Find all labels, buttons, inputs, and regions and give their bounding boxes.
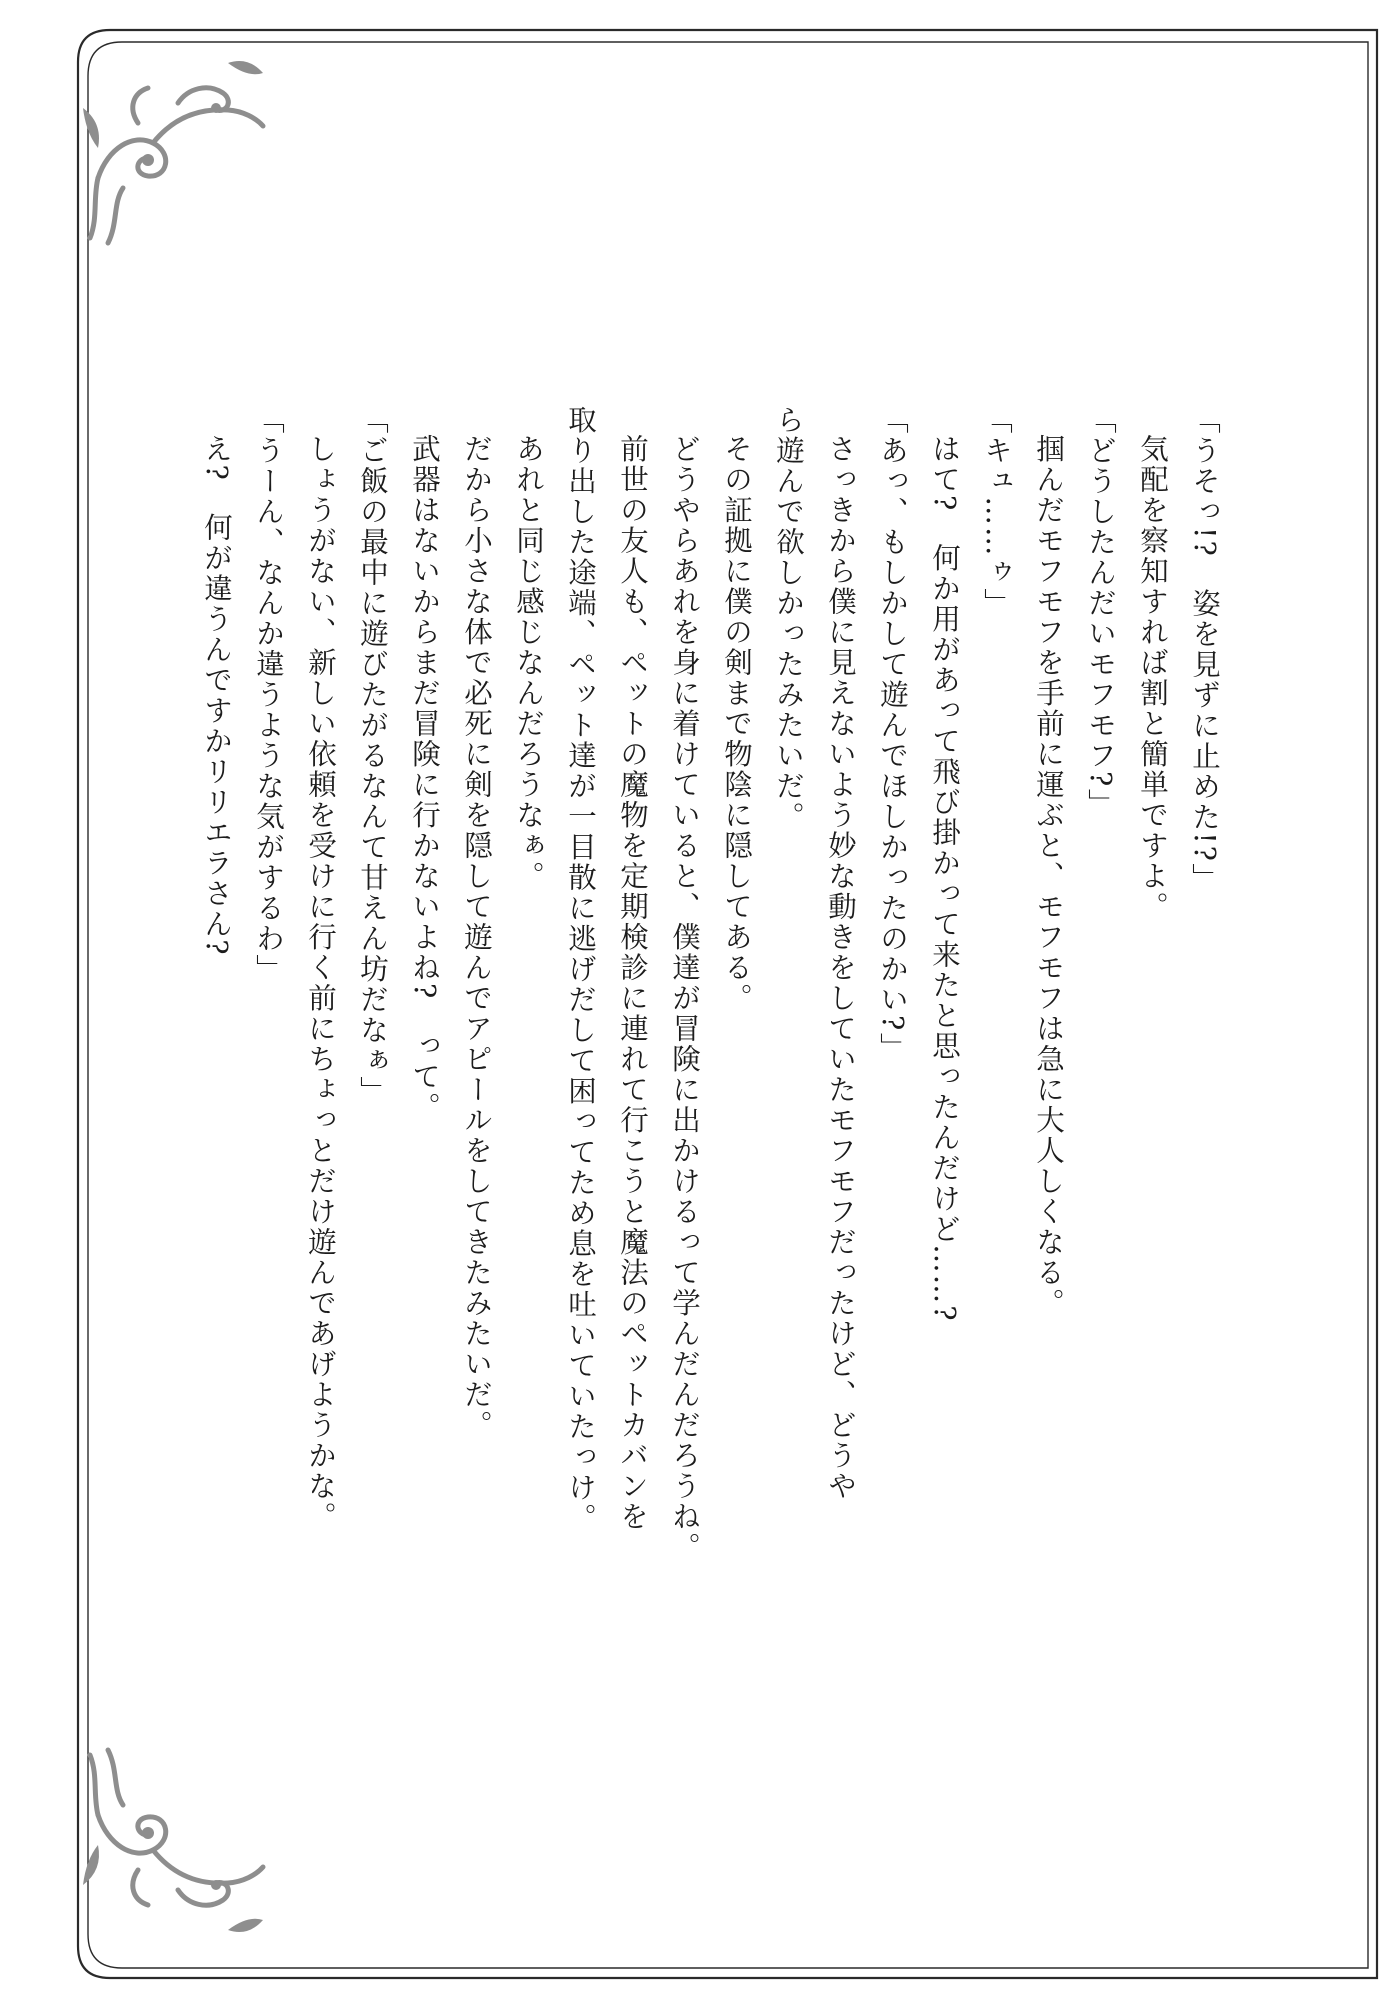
dialogue-line: 「どうしたんだいモフモフ?」 xyxy=(1084,405,1117,819)
scroll-flourish-icon xyxy=(78,48,268,248)
narration-line: 掴んだモフモフを手前に運ぶと、モフモフは急に大人しくなる。 xyxy=(1032,433,1065,1318)
body-text xyxy=(160,405,1230,1705)
narration-line: だから小さな体で必死に剣を隠して遊んでアピールをしてきたみたいだ。 xyxy=(460,433,493,1440)
scroll-flourish-icon xyxy=(78,1745,268,1945)
narration-line: 武器はないからまだ冒険に行かないよね? って。 xyxy=(408,433,441,1122)
dialogue-line: 「うーん、なんか違うような気がするわ」 xyxy=(252,405,285,985)
dialogue-line: 「ご飯の最中に遊びたがるなんて甘えん坊だなぁ」 xyxy=(356,405,389,1107)
narration-line: え? 何が違うんですかリリエラさん? xyxy=(200,433,233,957)
narration-line: しょうがない、新しい依頼を受けに行く前にちょっとだけ遊んであげようかな。 xyxy=(304,433,337,1532)
dialogue-line: 「うそっ!? 姿を見ずに止めた!?」 xyxy=(1188,405,1221,894)
continuation-line: ら遊んで欲しかったみたいだ。 xyxy=(772,405,805,832)
dialogue-line: 「キュ……ゥ」 xyxy=(980,405,1013,619)
narration-line: 前世の友人も、ペットの魔物を定期検診に連れて行こうと魔法のペットカバンを xyxy=(616,433,649,1532)
narration-line: あれと同じ感じなんだろうなぁ。 xyxy=(512,433,545,891)
narration-line: 気配を察知すれば割と簡単ですよ。 xyxy=(1136,433,1169,922)
dialogue-line: 「あっ、もしかして遊んでほしかったのかい?」 xyxy=(876,405,909,1063)
narration-line: はて? 何か用があって飛び掛かって来たと思ったんだけど……? xyxy=(928,433,961,1323)
narration-line: その証拠に僕の剣まで物陰に隠してある。 xyxy=(720,433,753,1013)
narration-line: さっきから僕に見えないよう妙な動きをしていたモフモフだったけど、どうや xyxy=(824,433,857,1501)
continuation-line: 取り出した途端、ペット達が一目散に逃げだして困ってため息を吐いていたっけ。 xyxy=(564,405,597,1534)
narration-line: どうやらあれを身に着けていると、僕達が冒険に出かけるって学んだんだろうね。 xyxy=(668,433,701,1562)
